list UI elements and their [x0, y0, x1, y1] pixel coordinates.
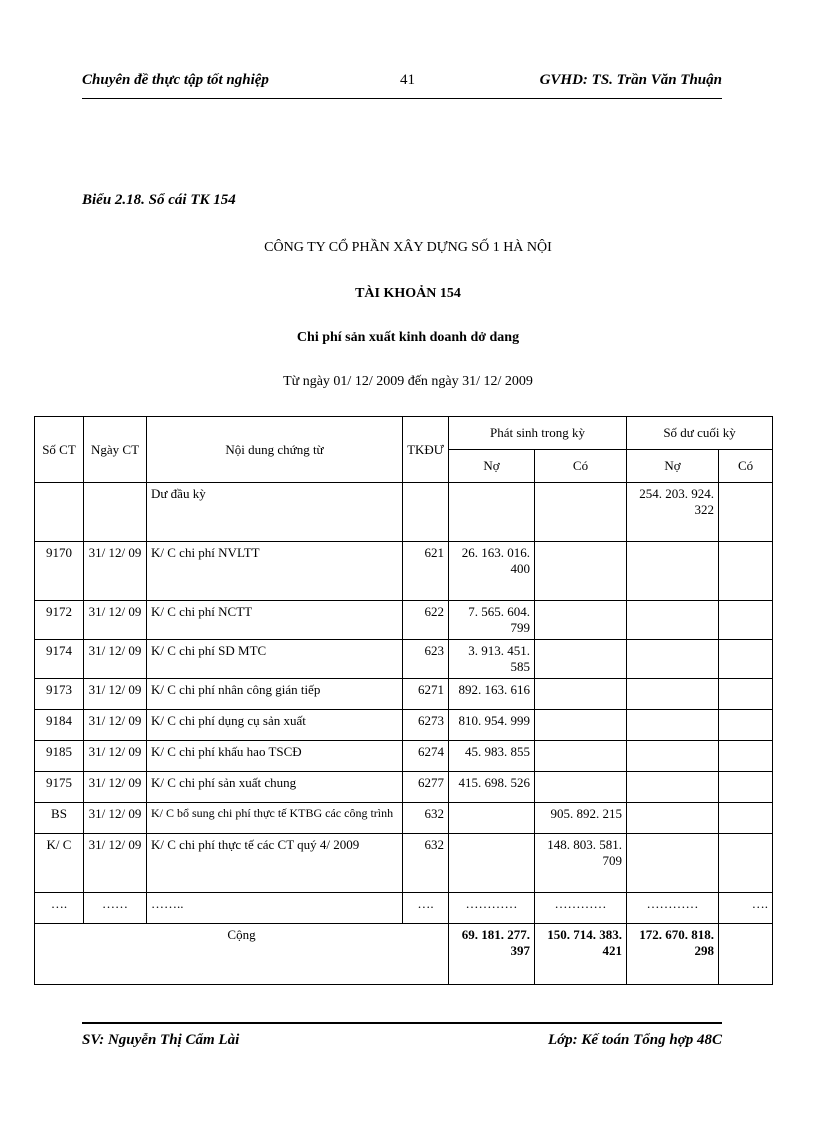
- table-row: [35, 601, 773, 640]
- cell-dots: ….: [35, 893, 84, 924]
- cell-tk: 621: [403, 542, 449, 601]
- opening-desc: Dư đầu kỳ: [147, 483, 403, 542]
- cell-empty: [719, 924, 773, 985]
- header-right-advisor: GVHD: TS. Trần Văn Thuận: [539, 72, 722, 88]
- cell-empty: [627, 542, 719, 601]
- cell-co: [535, 679, 627, 710]
- cell-tk: 622: [403, 601, 449, 640]
- cell-co: 905. 892. 215: [535, 803, 627, 834]
- cell-no: [449, 803, 535, 834]
- cell-desc: K/ C chi phí sản xuất chung: [147, 772, 403, 803]
- cell-ngay: 31/ 12/ 09: [84, 803, 147, 834]
- table-row: [35, 679, 773, 710]
- cell-empty: [719, 601, 773, 640]
- cell-co: [535, 601, 627, 640]
- cell-so-ct: 9174: [35, 640, 84, 679]
- cell-so-ct: 9170: [35, 542, 84, 601]
- table-row: [35, 803, 773, 834]
- table-row: [35, 834, 773, 893]
- cell-empty: [719, 803, 773, 834]
- cell-so-ct: 9175: [35, 772, 84, 803]
- cell-empty: [719, 483, 773, 542]
- cell-desc: K/ C chi phí nhân công gián tiếp: [147, 679, 403, 710]
- cell-tk: 6273: [403, 710, 449, 741]
- cell-no: 3. 913. 451. 585: [449, 640, 535, 679]
- col-phat-sinh-co: Có: [535, 450, 627, 483]
- page-header: [82, 72, 722, 99]
- total-co: 150. 714. 383. 421: [535, 924, 627, 985]
- cell-co: [535, 741, 627, 772]
- col-tkdu: TKĐƯ: [403, 417, 449, 483]
- cell-tk: 632: [403, 834, 449, 893]
- cell-empty: [535, 483, 627, 542]
- total-row: [35, 924, 773, 985]
- cell-desc: K/ C chi phí SD MTC: [147, 640, 403, 679]
- cell-no: 26. 163. 016. 400: [449, 542, 535, 601]
- cell-empty: [627, 772, 719, 803]
- table-row: [35, 710, 773, 741]
- cell-ngay: 31/ 12/ 09: [84, 741, 147, 772]
- cell-empty: [627, 679, 719, 710]
- cell-ngay: 31/ 12/ 09: [84, 601, 147, 640]
- company-name: CÔNG TY CỔ PHẦN XÂY DỰNG SỐ 1 HÀ NỘI: [264, 240, 552, 255]
- cell-empty: [719, 640, 773, 679]
- cell-co: [535, 710, 627, 741]
- cell-no: [449, 834, 535, 893]
- col-phat-sinh-no: Nợ: [449, 450, 535, 483]
- cell-tk: 6271: [403, 679, 449, 710]
- cell-dots: ….: [719, 893, 773, 924]
- cell-dots: …………: [627, 893, 719, 924]
- cell-dots: …………: [449, 893, 535, 924]
- opening-du-no: 254. 203. 924. 322: [627, 483, 719, 542]
- cell-co: [535, 772, 627, 803]
- col-ngay-ct: Ngày CT: [84, 417, 147, 483]
- cell-empty: [719, 834, 773, 893]
- total-du-no: 172. 670. 818. 298: [627, 924, 719, 985]
- cell-dots: ……: [84, 893, 147, 924]
- table-row: [35, 741, 773, 772]
- cell-empty: [719, 710, 773, 741]
- cell-empty: [627, 640, 719, 679]
- cell-no: 810. 954. 999: [449, 710, 535, 741]
- cell-co: [535, 542, 627, 601]
- cell-ngay: 31/ 12/ 09: [84, 710, 147, 741]
- page-number: 41: [400, 72, 415, 88]
- cell-empty: [719, 741, 773, 772]
- cell-empty: [719, 542, 773, 601]
- cell-empty: [449, 483, 535, 542]
- cell-empty: [627, 834, 719, 893]
- cell-ngay: 31/ 12/ 09: [84, 640, 147, 679]
- cell-empty: [627, 803, 719, 834]
- cell-so-ct: 9184: [35, 710, 84, 741]
- account-description: Chi phí sản xuất kinh doanh dở dang: [296, 330, 520, 345]
- cell-co: 148. 803. 581. 709: [535, 834, 627, 893]
- account-title: TÀI KHOẢN 154: [355, 286, 461, 301]
- figure-caption: Biểu 2.18. Sổ cái TK 154: [82, 192, 236, 208]
- cell-ngay: 31/ 12/ 09: [84, 834, 147, 893]
- footer-class: Lớp: Kế toán Tổng hợp 48C: [547, 1032, 722, 1048]
- page-footer: [82, 1022, 722, 1048]
- cell-empty: [627, 710, 719, 741]
- cell-empty: [627, 601, 719, 640]
- cell-so-ct: 9185: [35, 741, 84, 772]
- table-row: [35, 542, 773, 601]
- col-so-du-co: Có: [719, 450, 773, 483]
- col-so-ct: Số CT: [35, 417, 84, 483]
- cell-empty: [35, 483, 84, 542]
- cell-co: [535, 640, 627, 679]
- header-left-title: Chuyên đề thực tập tốt nghiệp: [82, 72, 269, 88]
- table-row: [35, 640, 773, 679]
- cell-tk: 632: [403, 803, 449, 834]
- cell-so-ct: 9173: [35, 679, 84, 710]
- col-so-du: Số dư cuối kỳ: [627, 417, 773, 450]
- cell-tk: 623: [403, 640, 449, 679]
- cell-empty: [719, 679, 773, 710]
- cell-empty: [719, 772, 773, 803]
- table-header-row: [35, 417, 773, 450]
- cell-ngay: 31/ 12/ 09: [84, 772, 147, 803]
- cell-desc: K/ C chi phí thực tế các CT quý 4/ 2009: [147, 834, 403, 893]
- cell-desc: K/ C chi phí dụng cụ sản xuất: [147, 710, 403, 741]
- total-label: Cộng: [35, 924, 449, 985]
- ellipsis-row: [35, 893, 773, 924]
- cell-ngay: 31/ 12/ 09: [84, 679, 147, 710]
- cell-so-ct: BS: [35, 803, 84, 834]
- total-no: 69. 181. 277. 397: [449, 924, 535, 985]
- cell-desc: K/ C chi phí NVLTT: [147, 542, 403, 601]
- ledger-table: [34, 416, 773, 985]
- cell-no: 7. 565. 604. 799: [449, 601, 535, 640]
- cell-dots: ….: [403, 893, 449, 924]
- cell-empty: [403, 483, 449, 542]
- cell-no: 892. 163. 616: [449, 679, 535, 710]
- cell-tk: 6274: [403, 741, 449, 772]
- cell-empty: [84, 483, 147, 542]
- col-phat-sinh: Phát sinh trong kỳ: [449, 417, 627, 450]
- cell-dots: ……..: [147, 893, 403, 924]
- col-so-du-no: Nợ: [627, 450, 719, 483]
- cell-empty: [627, 741, 719, 772]
- cell-no: 415. 698. 526: [449, 772, 535, 803]
- opening-balance-row: [35, 483, 773, 542]
- cell-so-ct: 9172: [35, 601, 84, 640]
- table-row: [35, 772, 773, 803]
- cell-dots: …………: [535, 893, 627, 924]
- period-range: Từ ngày 01/ 12/ 2009 đến ngày 31/ 12/ 2009: [283, 374, 533, 389]
- footer-student: SV: Nguyễn Thị Cẩm Lài: [82, 1032, 240, 1048]
- cell-no: 45. 983. 855: [449, 741, 535, 772]
- cell-tk: 6277: [403, 772, 449, 803]
- cell-desc: K/ C bổ sung chi phí thực tế KTBG các công trình: [147, 803, 403, 834]
- cell-ngay: 31/ 12/ 09: [84, 542, 147, 601]
- cell-so-ct: K/ C: [35, 834, 84, 893]
- col-noi-dung: Nội dung chứng từ: [147, 417, 403, 483]
- cell-desc: K/ C chi phí NCTT: [147, 601, 403, 640]
- cell-desc: K/ C chi phí khấu hao TSCĐ: [147, 741, 403, 772]
